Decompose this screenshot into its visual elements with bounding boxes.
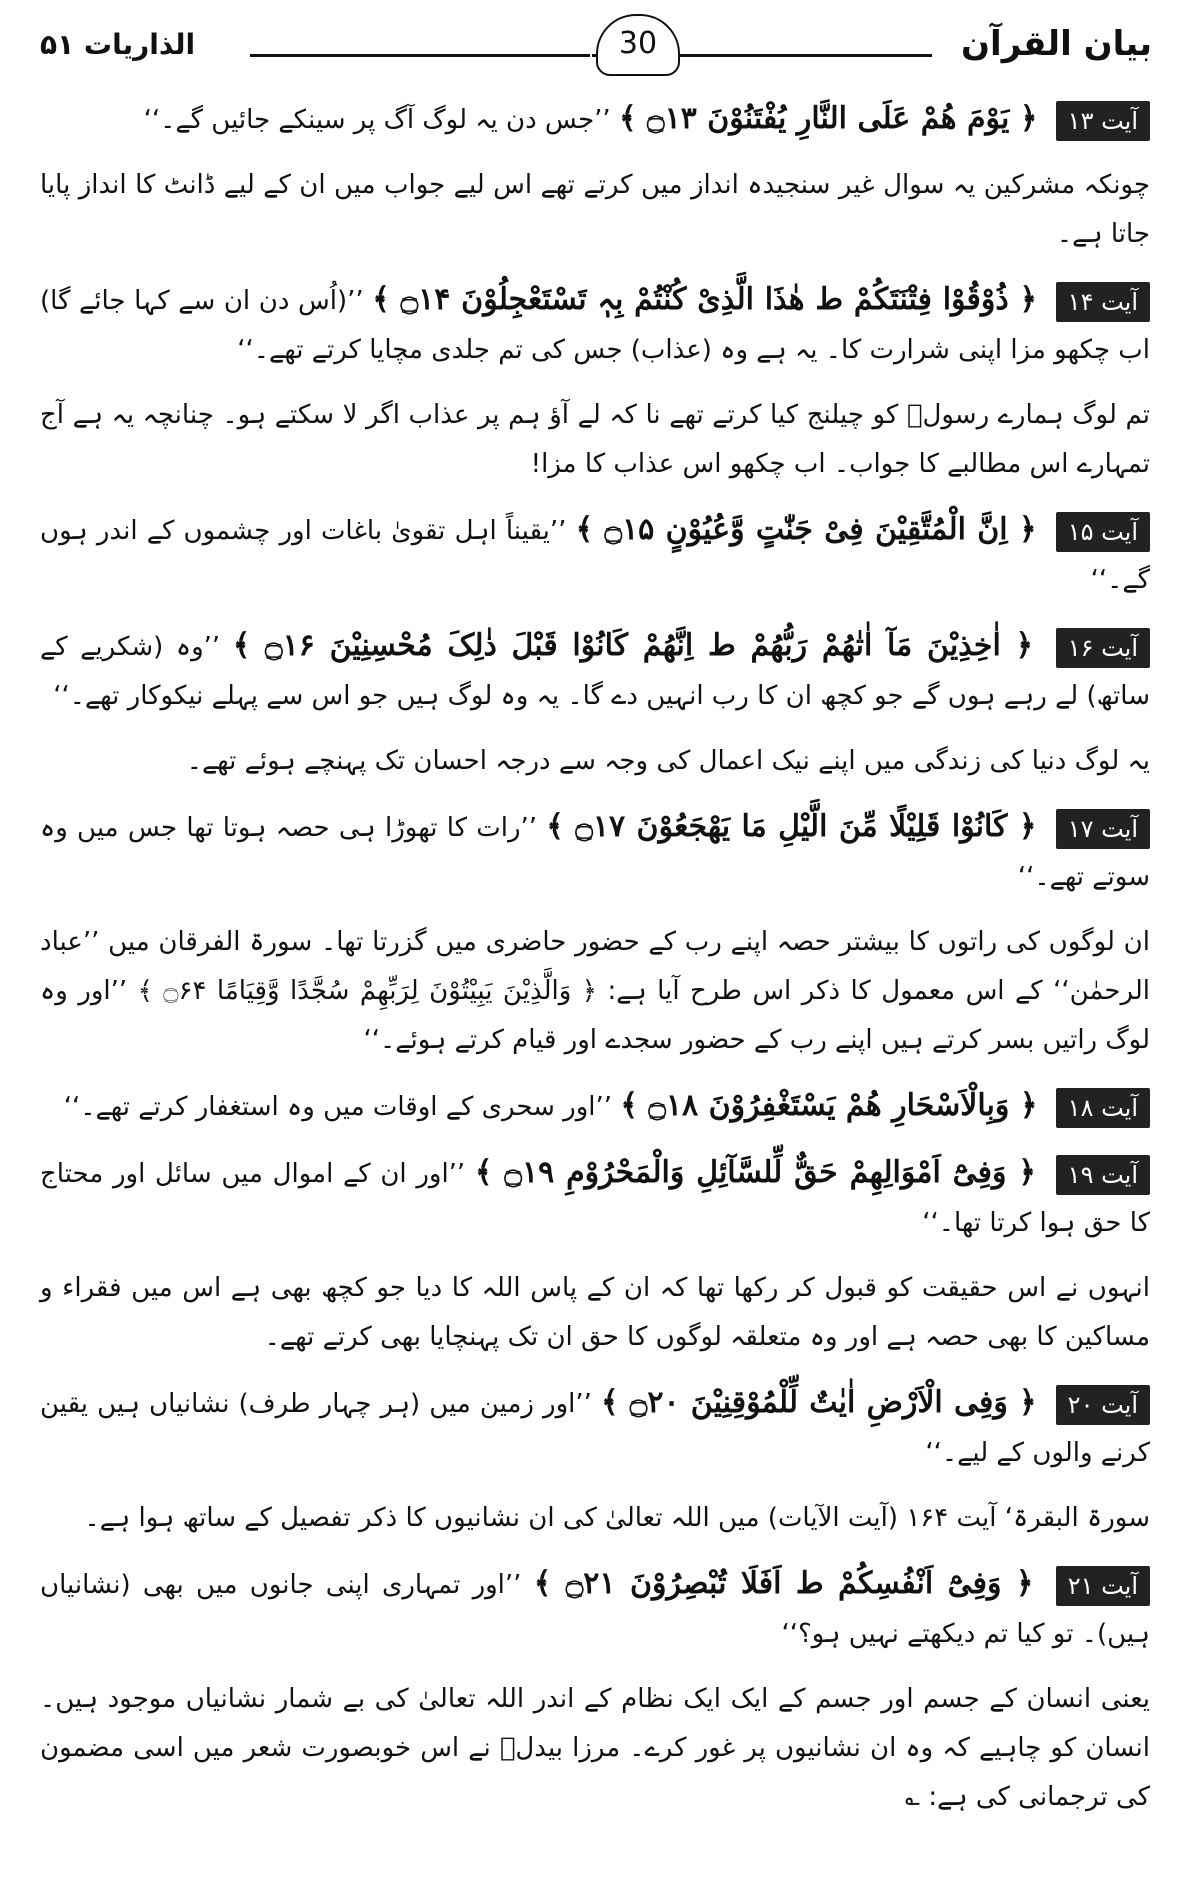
- page-number: 30: [596, 14, 680, 76]
- verse-translation: ’’اور زمین میں (ہر چہار طرف) نشانیاں ہیں یقین کرنے والوں کے لیے۔‘‘: [40, 1389, 1150, 1468]
- arabic-verse: ﴿ اِنَّ الْمُتَّقِیْنَ فِیْ جَنّٰتٍ وَّعُیُوْنٍ ۝۱۵ ﴾: [575, 512, 1037, 547]
- verse-number-badge: آیت ۲۰: [1056, 1385, 1150, 1425]
- arabic-verse: ﴿ وَفِیْٓ اَمْوَالِھِمْ حَقٌّ لِّلسَّآئِلِ وَالْمَحْرُوْمِ ۝۱۹ ﴾: [474, 1155, 1036, 1190]
- commentary-paragraph: انہوں نے اس حقیقت کو قبول کر رکھا تھا کہ ان کے پاس اللہ کا دیا جو کچھ بھی ہے اس میں فقراء و مساکین کا بھی حصہ ہے اور وہ متعلقہ لوگوں کا حق ان تک پہنچایا بھی کرتے تھے۔: [40, 1273, 1150, 1352]
- verse-block: [40, 94, 1150, 145]
- commentary-paragraph: ان لوگوں کی راتوں کا بیشتر حصہ اپنے رب کے حضور حاضری میں گزرتا تھا۔ سورۃ الفرقان میں ’’عباد الرحمٰن‘‘ کے اس معمول کا ذکر اس طرح آیا ہے: ﴿ وَالَّذِیْنَ یَبِیْتُوْنَ لِرَبِّھِمْ سُجَّدًا وَّقِیَامًا ۝۶۴ ﴾ ’’اور وہ لوگ راتیں بسر کرتے ہیں اپنے رب کے حضور سجدے اور قیام کرتے ہوئے۔‘‘: [40, 927, 1150, 1055]
- verse-number-badge: آیت ۱۶: [1056, 628, 1150, 668]
- arabic-verse: ﴿ کَانُوْا قَلِیْلًا مِّنَ الَّیْلِ مَا یَھْجَعُوْنَ ۝۱۷ ﴾: [546, 809, 1037, 844]
- verse-block: [40, 1559, 1150, 1659]
- verse-number-badge: آیت ۲۱: [1056, 1566, 1150, 1606]
- commentary-paragraph: چونکہ مشرکین یہ سوال غیر سنجیدہ انداز میں کرتے تھے اس لیے جواب میں ان کے لیے ڈانٹ کا انداز پایا جاتا ہے۔: [40, 170, 1150, 249]
- verse-translation: ’’جس دن یہ لوگ آگ پر سینکے جائیں گے۔‘‘: [143, 105, 611, 135]
- book-title: بیان القرآن: [961, 24, 1152, 64]
- verse-block: [40, 1148, 1150, 1248]
- verse-block: [40, 1081, 1150, 1132]
- verse-translation: ’’اور سحری کے اوقات میں وہ استغفار کرتے تھے۔‘‘: [63, 1092, 613, 1122]
- commentary-paragraph: سورۃ البقرۃ‘ آیت ۱۶۴ (آیت الآیات) میں اللہ تعالیٰ کی ان نشانیوں کا ذکر تفصیل کے ساتھ ہوا ہے۔: [84, 1503, 1150, 1533]
- verse-translation: ’’رات کا تھوڑا ہی حصہ ہوتا تھا جس میں وہ سوتے تھے۔‘‘: [40, 813, 1150, 892]
- verse-number-badge: آیت ۱۸: [1056, 1088, 1150, 1128]
- verse-translation: ’’وہ (شکریے کے ساتھ) لے رہے ہوں گے جو کچھ ان کا رب انہیں دے گا۔ یہ وہ لوگ ہیں جو اس سے پہلے نیکوکار تھے۔‘‘: [40, 632, 1150, 711]
- header-rule-left: [250, 54, 590, 57]
- arabic-verse: ﴿ وَفِی الْاَرْضِ اٰیٰتٌ لِّلْمُوْقِنِیْنَ ۝۲۰ ﴾: [600, 1385, 1037, 1420]
- arabic-verse: ﴿ وَفِیْٓ اَنْفُسِکُمْ ط اَفَلَا تُبْصِرُوْنَ ۝۲۱ ﴾: [533, 1566, 1034, 1601]
- page-header: [40, 14, 1152, 74]
- arabic-verse: ﴿ وَبِالْاَسْحَارِ ھُمْ یَسْتَغْفِرُوْنَ ۝۱۸ ﴾: [620, 1088, 1038, 1123]
- verse-block: [40, 505, 1150, 605]
- arabic-verse: ﴿ ذُوْقُوْا فِتْنَتَکُمْ ط ھٰذَا الَّذِیْ کُنْتُمْ بِہٖ تَسْتَعْجِلُوْنَ ۝۱۴ ﴾: [372, 282, 1038, 317]
- verse-translation: ’’یقیناً اہل تقویٰ باغات اور چشموں کے اندر ہوں گے۔‘‘: [40, 516, 1150, 595]
- verse-number-badge: آیت ۱۷: [1056, 809, 1150, 849]
- verse-block: [40, 275, 1150, 375]
- verse-number-badge: آیت ۱۵: [1056, 512, 1150, 552]
- surah-label: الذاریات ۵۱: [40, 28, 196, 61]
- verse-block: [40, 1378, 1150, 1478]
- page-content: [40, 94, 1150, 1861]
- commentary-paragraph: تم لوگ ہمارے رسولؐ کو چیلنج کیا کرتے تھے نا کہ لے آؤ ہم پر عذاب اگر لا سکتے ہو۔ چنانچہ یہ ہے آج تمہارے اس مطالبے کا جواب۔ اب چکھو اس عذاب کا مزا!: [40, 400, 1150, 479]
- verse-translation: ’’اور ان کے اموال میں سائل اور محتاج کا حق ہوا کرتا تھا۔‘‘: [40, 1159, 1150, 1238]
- commentary-paragraph: یعنی انسان کے جسم اور جسم کے ایک ایک نظام کے اندر اللہ تعالیٰ کی بے شمار نشانیاں موجود ہیں۔ انسان کو چاہیے کہ وہ ان نشانیوں پر غور کرے۔ مرزا بیدلؔ نے اس خوبصورت شعر میں اسی مضمون کی ترجمانی کی ہے: ؎: [40, 1684, 1150, 1812]
- verse-block: [40, 802, 1150, 902]
- arabic-verse: ﴿ یَوْمَ ھُمْ عَلَی النَّارِ یُفْتَنُوْنَ ۝۱۳ ﴾: [618, 101, 1038, 136]
- verse-number-badge: آیت ۱۴: [1056, 282, 1150, 322]
- commentary-paragraph: یہ لوگ دنیا کی زندگی میں اپنے نیک اعمال کی وجہ سے درجہ احسان تک پہنچے ہوئے تھے۔: [186, 746, 1150, 776]
- verse-translation: ’’(اُس دن ان سے کہا جائے گا) اب چکھو مزا اپنی شرارت کا۔ یہ ہے وہ (عذاب) جس کی تم جلدی مچایا کرتے تھے۔‘‘: [40, 286, 1150, 365]
- verse-number-badge: آیت ۱۹: [1056, 1155, 1150, 1195]
- verse-number-badge: آیت ۱۳: [1056, 101, 1150, 141]
- arabic-verse: ﴿ اٰخِذِیْنَ مَآ اٰتٰھُمْ رَبُّھُمْ ط اِنَّھُمْ کَانُوْا قَبْلَ ذٰلِکَ مُحْسِنِیْنَ ۝۱۶ ﴾: [232, 628, 1034, 663]
- verse-block: [40, 621, 1150, 721]
- verse-translation: ’’اور تمہاری اپنی جانوں میں بھی (نشانیاں ہیں)۔ تو کیا تم دیکھتے نہیں ہو؟‘‘: [40, 1570, 1150, 1649]
